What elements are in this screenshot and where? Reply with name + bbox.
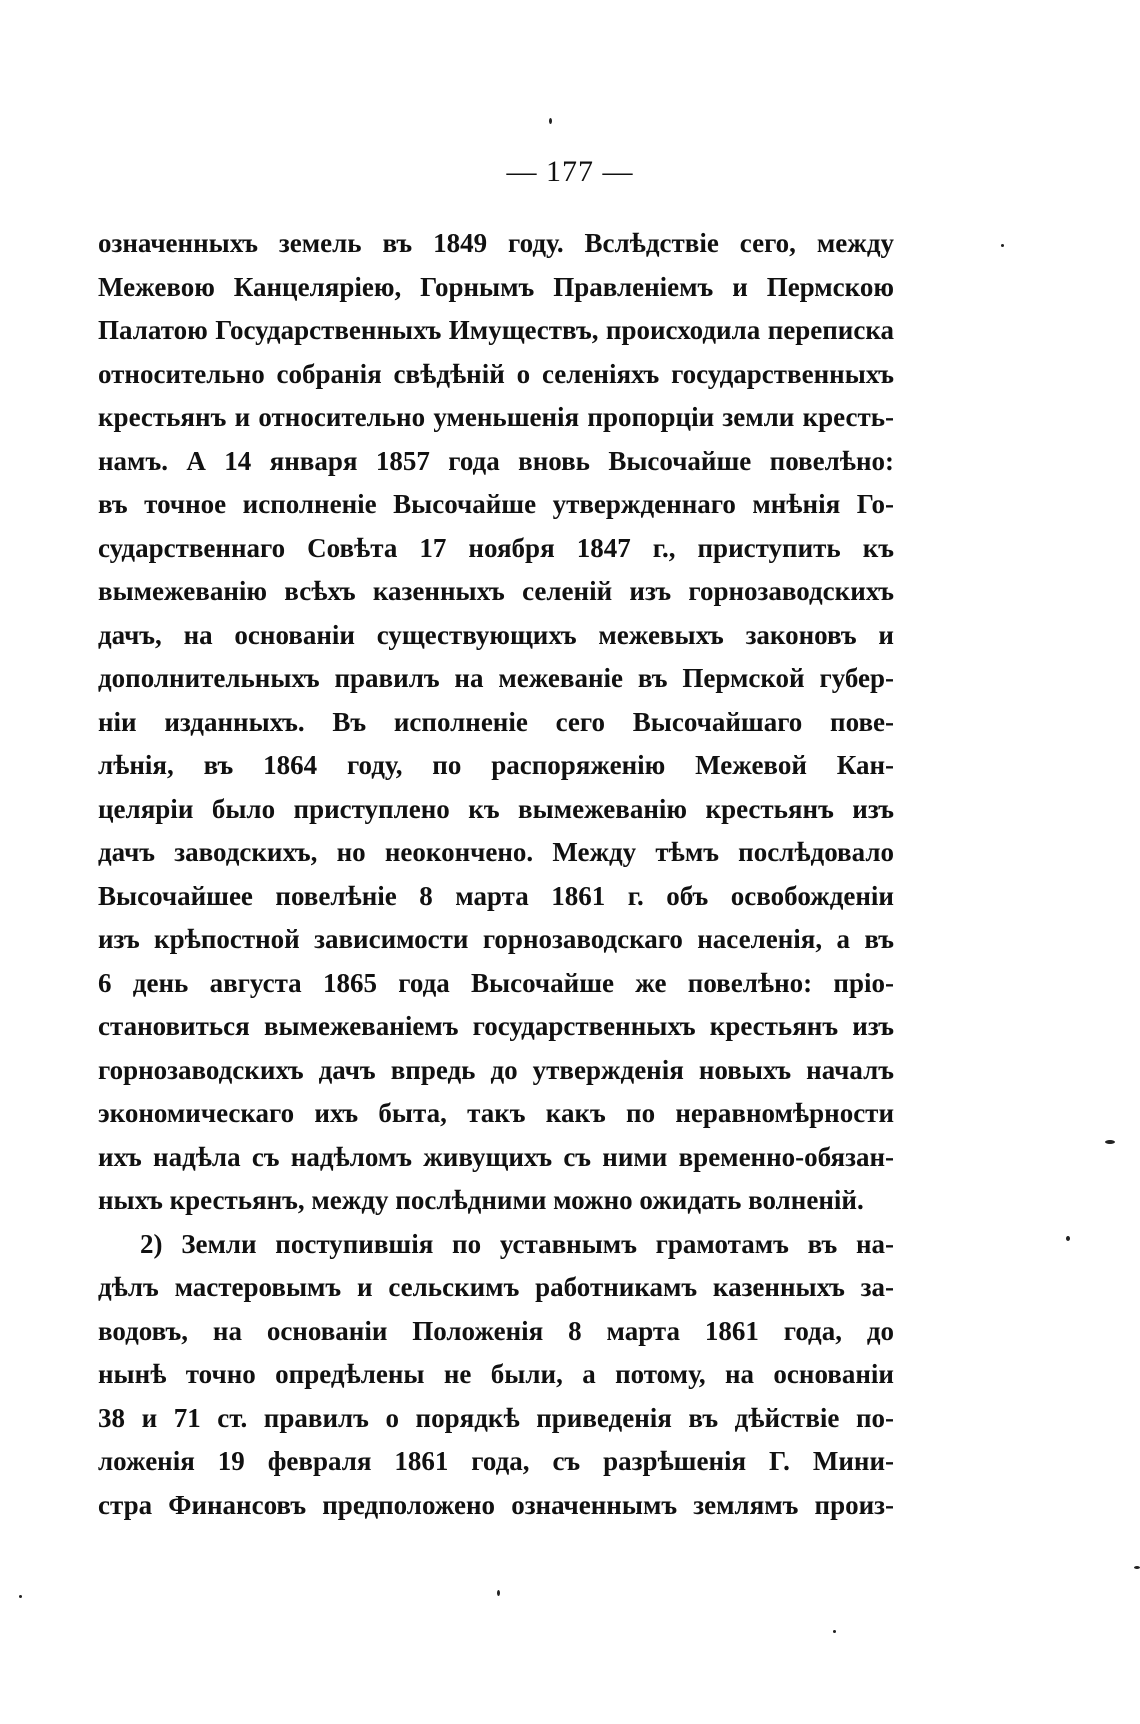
text-line: лѣнія, въ 1864 году, по распоряженію Межевой Кан-	[98, 750, 894, 780]
text-line: становиться вымежеваніемъ государственныхъ крестьянъ изъ	[98, 1011, 894, 1041]
paragraph-start-line: 2) Земли поступившія по уставнымъ грамотамъ въ на-	[140, 1228, 894, 1259]
text-line: целяріи было приступлено къ вымежеванію крестьянъ изъ	[98, 793, 894, 824]
text-line: водовъ, на основаніи Положенія 8 марта 1861 года, до	[98, 1315, 894, 1346]
text-line: ніи изданныхъ. Въ исполненіе сего Высочайшаго пове-	[98, 706, 894, 737]
text-line: намъ. А 14 января 1857 года вновь Высочайше повелѣно:	[98, 445, 894, 476]
text-line: 6 день августа 1865 года Высочайше же повелѣно: прio-	[98, 967, 894, 998]
text-line: нынѣ точно опредѣлены не были, а потому, на основаніи	[98, 1359, 894, 1389]
scan-speck	[19, 1595, 22, 1598]
text-line: дѣлъ мастеровымъ и сельскимъ работникамъ казенныхъ за-	[98, 1272, 894, 1302]
text-line: сударственнаго Совѣта 17 ноября 1847 г., приступить къ	[98, 532, 894, 563]
text-line: горнозаводскихъ дачъ впредь до утвержденія новыхъ началъ	[98, 1054, 894, 1085]
text-line: крестьянъ и относительно уменьшенія пропорціи земли кресть-	[98, 402, 894, 432]
text-line: стра Финансовъ предположено означеннымъ землямъ произ-	[98, 1489, 894, 1520]
body-text	[98, 222, 894, 1527]
text-line: экономическаго ихъ быта, такъ какъ по неравномѣрности	[98, 1098, 894, 1128]
text-line: дополнительныхъ правилъ на межеваніе въ Пермской губер-	[98, 663, 894, 693]
scan-speck	[1105, 1140, 1115, 1144]
scan-speck	[1066, 1236, 1070, 1241]
text-line: относительно собранія свѣдѣній о селеніяхъ государственныхъ	[98, 358, 894, 389]
scan-speck	[497, 1590, 500, 1596]
text-line: ихъ надѣла съ надѣломъ живущихъ съ ними временно-обязан-	[98, 1141, 894, 1172]
text-line: дачъ, на основаніи существующихъ межевыхъ законовъ и	[98, 619, 894, 650]
text-line: Высочайшее повелѣніе 8 марта 1861 г. объ освобожденіи	[98, 880, 894, 911]
text-line: ныхъ крестьянъ, между послѣдними можно ожидать волненій.	[98, 1185, 864, 1215]
text-line: означенныхъ земель въ 1849 году. Вслѣдствіе сего, между	[98, 228, 894, 258]
scan-speck	[549, 118, 552, 124]
text-line: Межевою Канцеляріею, Горнымъ Правленіемъ и Пермскою	[98, 271, 894, 302]
text-line: вымежеванію всѣхъ казенныхъ селеній изъ горнозаводскихъ	[98, 576, 894, 606]
text-line: въ точное исполненіе Высочайше утвержденнаго мнѣнія Го-	[98, 489, 894, 519]
text-line: изъ крѣпостной зависимости горнозаводскаго населенія, а въ	[98, 924, 894, 954]
text-line: 38 и 71 ст. правилъ о порядкѣ приведенія въ дѣйствіе по-	[98, 1402, 894, 1433]
page-number: — 177 —	[506, 155, 634, 188]
scan-speck	[1134, 1566, 1140, 1569]
scan-speck	[833, 1630, 836, 1633]
text-line: ложенія 19 февраля 1861 года, съ разрѣшенія Г. Мини-	[98, 1446, 894, 1476]
text-line: дачъ заводскихъ, но неокончено. Между тѣмъ послѣдовало	[98, 837, 894, 867]
scan-speck	[1001, 244, 1004, 247]
text-line: Палатою Государственныхъ Имуществъ, происходила переписка	[98, 315, 894, 345]
